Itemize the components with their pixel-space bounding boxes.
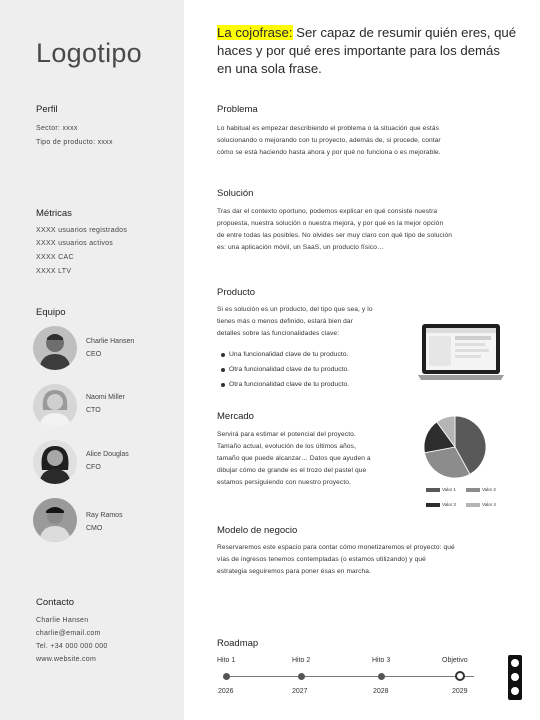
legend-item <box>466 487 496 492</box>
member-role: CEO <box>86 351 102 358</box>
legend-item <box>466 502 496 507</box>
team-member <box>33 384 183 430</box>
laptop-image <box>418 322 518 386</box>
producto-bullet: Otra funcionalidad clave de tu producto. <box>229 366 350 373</box>
tagline-highlight: La cojofrase: <box>217 25 293 40</box>
perfil-sector: Sector: xxxx <box>36 125 78 132</box>
metricas-heading: Métricas <box>36 208 72 219</box>
avatar <box>33 326 77 370</box>
avatar <box>33 384 77 428</box>
equipo-heading: Equipo <box>36 307 66 318</box>
perfil-heading: Perfil <box>36 104 58 115</box>
solucion-heading: Solución <box>217 188 254 199</box>
producto-line: Si es solución es un producto, del tipo que sea, y lo <box>217 306 373 313</box>
contact-email: charlie@email.com <box>36 630 101 637</box>
legend-item <box>426 487 456 492</box>
problema-heading: Problema <box>217 104 258 115</box>
roadmap-line <box>226 676 474 677</box>
producto-line: detalles sobre las funcionalidades clave: <box>217 330 340 337</box>
milestone-label: Hito 3 <box>372 657 391 664</box>
legend-swatch <box>426 488 440 492</box>
modelo-line: Reservaremos este espacio para contar cómo monetizaremos el proyecto: qué <box>217 544 455 551</box>
contacto-heading: Contacto <box>36 597 75 608</box>
solucion-line: de entre todas las posibles. No olvides ser muy claro con qué tipo de solución <box>217 232 453 239</box>
team-member <box>33 440 183 486</box>
legend-label: Valor 1 <box>442 487 456 492</box>
legend-swatch <box>466 503 480 507</box>
metric-item: XXXX LTV <box>36 268 72 275</box>
solucion-line: propuesta, nuestra solución o nuestra mejora, y por qué es la mejor opción <box>217 220 444 227</box>
license-badge <box>508 655 522 700</box>
tagline <box>217 24 517 78</box>
goal-marker <box>455 671 465 681</box>
metric-item: XXXX usuarios activos <box>36 240 114 247</box>
legend-label: Valor 4 <box>482 502 496 507</box>
contact-name: Charlie Hansen <box>36 617 89 624</box>
member-name: Charlie Hansen <box>86 338 135 345</box>
roadmap-heading: Roadmap <box>217 638 259 649</box>
milestone-dot <box>378 673 385 680</box>
sa-icon <box>510 686 520 696</box>
legend-label: Valor 3 <box>442 502 456 507</box>
contact-phone: Tel. +34 000 000 000 <box>36 643 108 650</box>
legend-item <box>426 502 456 507</box>
milestone-year: 2029 <box>452 688 468 695</box>
team-member <box>33 326 183 372</box>
mercado-line: Servirá para estimar el potencial del proyecto. <box>217 431 356 438</box>
problema-line: Lo habitual es empezar describiendo el problema o la situación que estás <box>217 125 439 132</box>
avatar <box>33 498 77 542</box>
modelo-line: estrategia seguiremos para poner ésas en marcha. <box>217 568 371 575</box>
legend-label: Valor 2 <box>482 487 496 492</box>
milestone-label: Hito 2 <box>292 657 311 664</box>
market-pie-chart <box>418 412 492 482</box>
milestone-year: 2027 <box>292 688 308 695</box>
mercado-line: Tamaño actual, evolución de los últimos años, <box>217 443 357 450</box>
producto-line: tienes más o menos definido, estará bien dar <box>217 318 353 325</box>
mercado-line: dibujar cómo de grande es el trozo del pastel que <box>217 467 367 474</box>
milestone-label: Objetivo <box>442 657 468 664</box>
tagline-text: Ser capaz de resumir quién eres, qué haces y por qué eres importante para los demás en una sola frase. <box>217 25 517 76</box>
contact-website: www.website.com <box>36 656 97 663</box>
team-member <box>33 498 183 544</box>
cc-icon <box>510 658 520 668</box>
mercado-heading: Mercado <box>217 411 254 422</box>
metric-item: XXXX CAC <box>36 254 74 261</box>
modelo-heading: Modelo de negocio <box>217 525 298 536</box>
legend-swatch <box>466 488 480 492</box>
legend-swatch <box>426 503 440 507</box>
perfil-tipo: Tipo de producto: xxxx <box>36 139 113 146</box>
problema-line: cómo se está haciendo hasta ahora y por qué no funciona o es mejorable. <box>217 149 441 156</box>
milestone-label: Hito 1 <box>217 657 236 664</box>
mercado-line: tamaño que puede alcanzar… Datos que ayuden a <box>217 455 371 462</box>
by-icon <box>510 672 520 682</box>
producto-heading: Producto <box>217 287 256 298</box>
member-name: Ray Ramos <box>86 512 123 519</box>
metric-item: XXXX usuarios registrados <box>36 227 128 234</box>
member-role: CMO <box>86 525 103 532</box>
milestone-year: 2028 <box>373 688 389 695</box>
milestone-year: 2026 <box>218 688 234 695</box>
modelo-line: vías de ingresos tenemos contempladas (o estamos utilizando) y qué <box>217 556 426 563</box>
producto-bullet: Otra funcionalidad clave de tu producto. <box>229 381 350 388</box>
mercado-line: estamos persiguiendo con nuestro proyecto. <box>217 479 351 486</box>
solucion-line: Tras dar el contexto oportuno, podemos explicar en qué consiste nuestra <box>217 208 438 215</box>
producto-bullet: Una funcionalidad clave de tu producto. <box>229 351 349 358</box>
member-role: CFO <box>86 464 101 471</box>
member-name: Alice Douglas <box>86 451 129 458</box>
solucion-line: es: una aplicación móvil, un SaaS, un producto físico… <box>217 244 384 251</box>
milestone-dot <box>223 673 230 680</box>
member-role: CTO <box>86 407 101 414</box>
milestone-dot <box>298 673 305 680</box>
avatar <box>33 440 77 484</box>
logo-text: Logotipo <box>36 38 142 68</box>
problema-line: solucionando o mejorando con tu proyecto, además de, si procede, contar <box>217 137 441 144</box>
member-name: Naomi Miller <box>86 394 125 401</box>
